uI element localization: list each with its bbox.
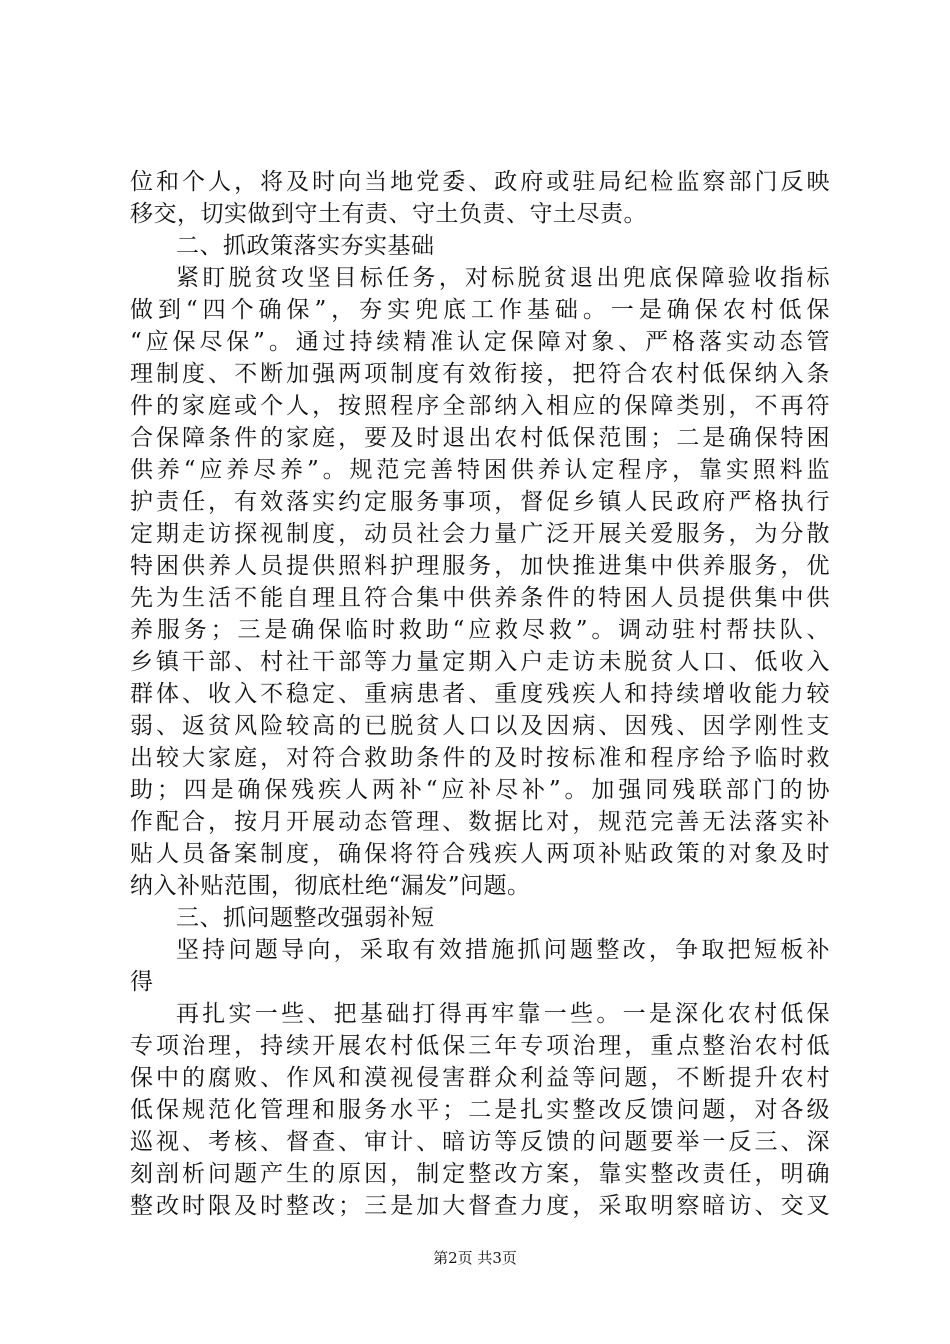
text-line: 乡镇干部、村社干部等力量定期入户走访未脱贫人口、低收入 [130, 649, 830, 675]
text-line: “应保尽保”。通过持续精准认定保障对象、严格落实动态管 [130, 329, 830, 355]
text-line: 再扎实一些、把基础打得再牢靠一些。一是深化农村低保 [176, 1001, 830, 1027]
text-line: 件的家庭或个人，按照程序全部纳入相应的保障类别，不再符 [130, 393, 830, 419]
text-line: 定期走访探视制度，动员社会力量广泛开展关爱服务，为分散 [130, 521, 830, 547]
text-line: 护责任，有效落实约定服务事项，督促乡镇人民政府严格执行 [130, 489, 830, 515]
text-line: 保中的腐败、作风和漠视侵害群众利益等问题，不断提升农村 [130, 1065, 830, 1091]
text-line: 弱、返贫风险较高的已脱贫人口以及因病、因残、因学刚性支 [130, 713, 830, 739]
text-line: 坚持问题导向，采取有效措施抓问题整改，争取把短板补 [176, 937, 830, 963]
text-line: 整改时限及时整改；三是加大督查力度，采取明察暗访、交叉 [130, 1193, 830, 1219]
text-line: 供养“应养尽养”。规范完善特困供养认定程序，靠实照料监 [130, 457, 830, 483]
text-line: 出较大家庭，对符合救助条件的及时按标准和程序给予临时救 [130, 745, 830, 771]
text-line: 理制度、不断加强两项制度有效衔接，把符合农村低保纳入条 [130, 361, 830, 387]
text-line: 群体、收入不稳定、重病患者、重度残疾人和持续增收能力较 [130, 681, 830, 707]
document-body [130, 166, 830, 1222]
text-line: 位和个人，将及时向当地党委、政府或驻局纪检监察部门反映 [130, 169, 830, 195]
section-heading: 三、抓问题整改强弱补短 [176, 905, 435, 931]
section-heading: 二、抓政策落实夯实基础 [176, 233, 435, 259]
text-line: 低保规范化管理和服务水平；二是扎实整改反馈问题，对各级 [130, 1097, 830, 1123]
text-line: 合保障条件的家庭，要及时退出农村低保范围；二是确保特困 [130, 425, 830, 451]
text-line: 移交，切实做到守土有责、守土负责、守土尽责。 [130, 201, 647, 227]
text-line: 专项治理，持续开展农村低保三年专项治理，重点整治农村低 [130, 1033, 830, 1059]
text-line: 养服务；三是确保临时救助“应救尽救”。调动驻村帮扶队、 [130, 617, 830, 643]
text-line: 做到“四个确保”，夯实兜底工作基础。一是确保农村低保 [130, 297, 830, 323]
text-line: 巡视、考核、督查、审计、暗访等反馈的问题要举一反三、深 [130, 1129, 830, 1155]
text-line: 特困供养人员提供照料护理服务，加快推进集中供养服务，优 [130, 553, 830, 579]
page-footer: 第2页 共3页 [433, 1249, 517, 1267]
text-line: 助；四是确保残疾人两补“应补尽补”。加强同残联部门的协 [130, 777, 830, 803]
text-line: 先为生活不能自理且符合集中供养条件的特困人员提供集中供 [130, 585, 830, 611]
text-line: 贴人员备案制度，确保将符合残疾人两项补贴政策的对象及时 [130, 841, 830, 867]
text-line: 刻剖析问题产生的原因，制定整改方案，靠实整改责任，明确 [130, 1161, 830, 1187]
text-line: 作配合，按月开展动态管理、数据比对，规范完善无法落实补 [130, 809, 830, 835]
text-line: 紧盯脱贫攻坚目标任务，对标脱贫退出兜底保障验收指标 [176, 265, 830, 291]
text-line: 得 [130, 969, 154, 995]
text-line: 纳入补贴范围，彻底杜绝“漏发”问题。 [130, 873, 531, 899]
